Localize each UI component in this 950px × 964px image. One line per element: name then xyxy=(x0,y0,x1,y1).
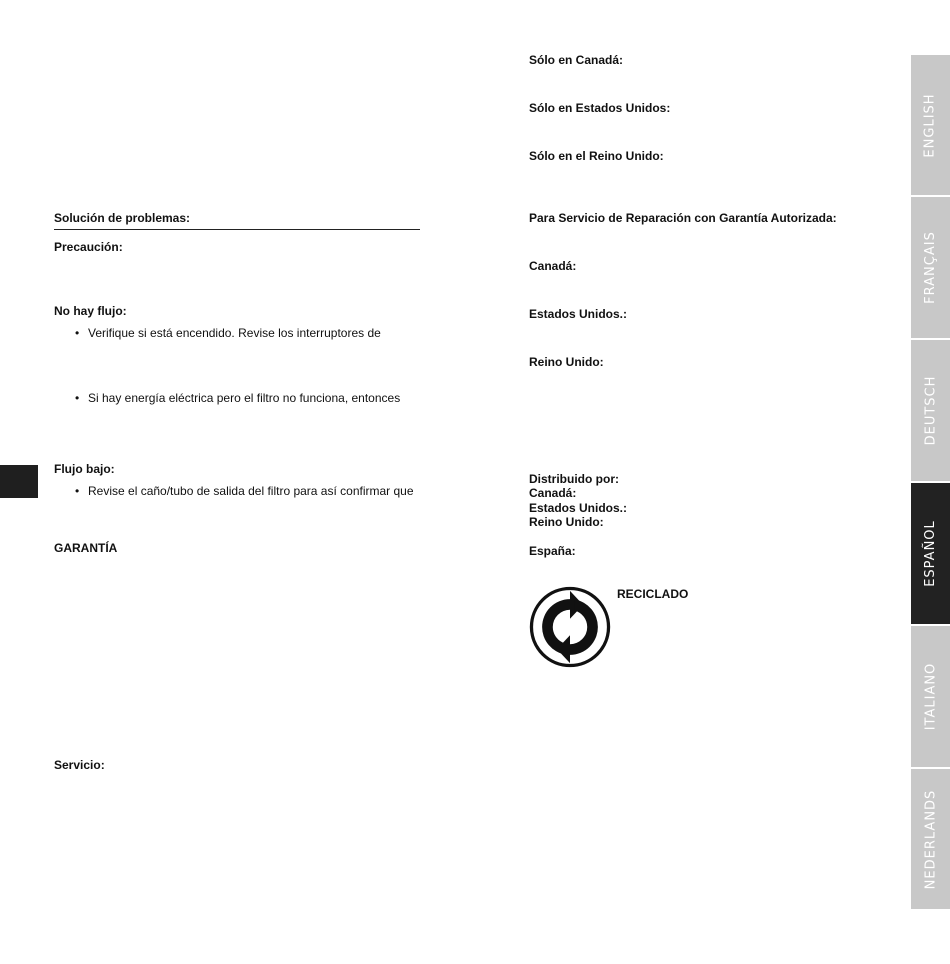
authorized-repair-heading: Para Servicio de Reparación con Garantía Autorizada: xyxy=(529,211,837,225)
bullet-icon: • xyxy=(75,391,80,405)
tab-nederlands-label: NEDERLANDS xyxy=(923,789,938,889)
caution-label: Precaución: xyxy=(54,240,123,254)
warranty-heading: GARANTÍA xyxy=(54,541,118,555)
uk-only-label: Sólo en el Reino Unido: xyxy=(529,149,664,163)
us-only-label: Sólo en Estados Unidos: xyxy=(529,101,671,115)
tab-francais-label: FRANÇAIS xyxy=(923,231,939,304)
dist-united-kingdom-label: Reino Unido: xyxy=(529,515,604,529)
no-flow-bullet-2: Si hay energía eléctrica pero el filtro no funciona, entonces xyxy=(88,391,401,405)
canada-only-label: Sólo en Canadá: xyxy=(529,53,624,67)
dist-canada-label: Canadá: xyxy=(529,486,577,500)
heading-divider xyxy=(54,229,420,230)
tab-italiano[interactable] xyxy=(911,626,950,767)
service-heading: Servicio: xyxy=(54,758,105,772)
tab-english[interactable] xyxy=(911,55,950,195)
bullet-icon: • xyxy=(75,326,80,340)
low-flow-bullet-1: Revise el caño/tubo de salida del filtro para así confirmar que xyxy=(88,484,414,498)
troubleshooting-heading: Solución de problemas: xyxy=(54,211,191,225)
no-flow-heading: No hay flujo: xyxy=(54,304,127,318)
canada-label: Canadá: xyxy=(529,259,577,273)
low-flow-heading: Flujo bajo: xyxy=(54,462,115,476)
tab-deutsch-label: DEUTSCH xyxy=(923,375,939,446)
tab-espanol[interactable] xyxy=(911,483,950,624)
united-kingdom-label: Reino Unido: xyxy=(529,355,604,369)
dist-united-states-label: Estados Unidos.: xyxy=(529,501,628,515)
recycling-label: RECICLADO xyxy=(617,587,689,601)
spain-label: España: xyxy=(529,544,576,558)
no-flow-bullet-1: Verifique si está encendido. Revise los interruptores de xyxy=(88,326,381,340)
tab-espanol-label: ESPAÑOL xyxy=(923,520,939,587)
tab-italiano-label: ITALIANO xyxy=(923,662,938,731)
green-dot-recycling-icon xyxy=(529,586,611,668)
united-states-label: Estados Unidos.: xyxy=(529,307,628,321)
bullet-icon: • xyxy=(75,484,80,498)
tab-english-label: ENGLISH xyxy=(923,92,938,158)
page-edge-marker xyxy=(0,465,38,498)
tab-deutsch[interactable] xyxy=(911,340,950,481)
tab-francais[interactable] xyxy=(911,197,950,338)
tab-nederlands[interactable] xyxy=(911,769,950,909)
distributed-by-label: Distribuido por: xyxy=(529,472,619,486)
